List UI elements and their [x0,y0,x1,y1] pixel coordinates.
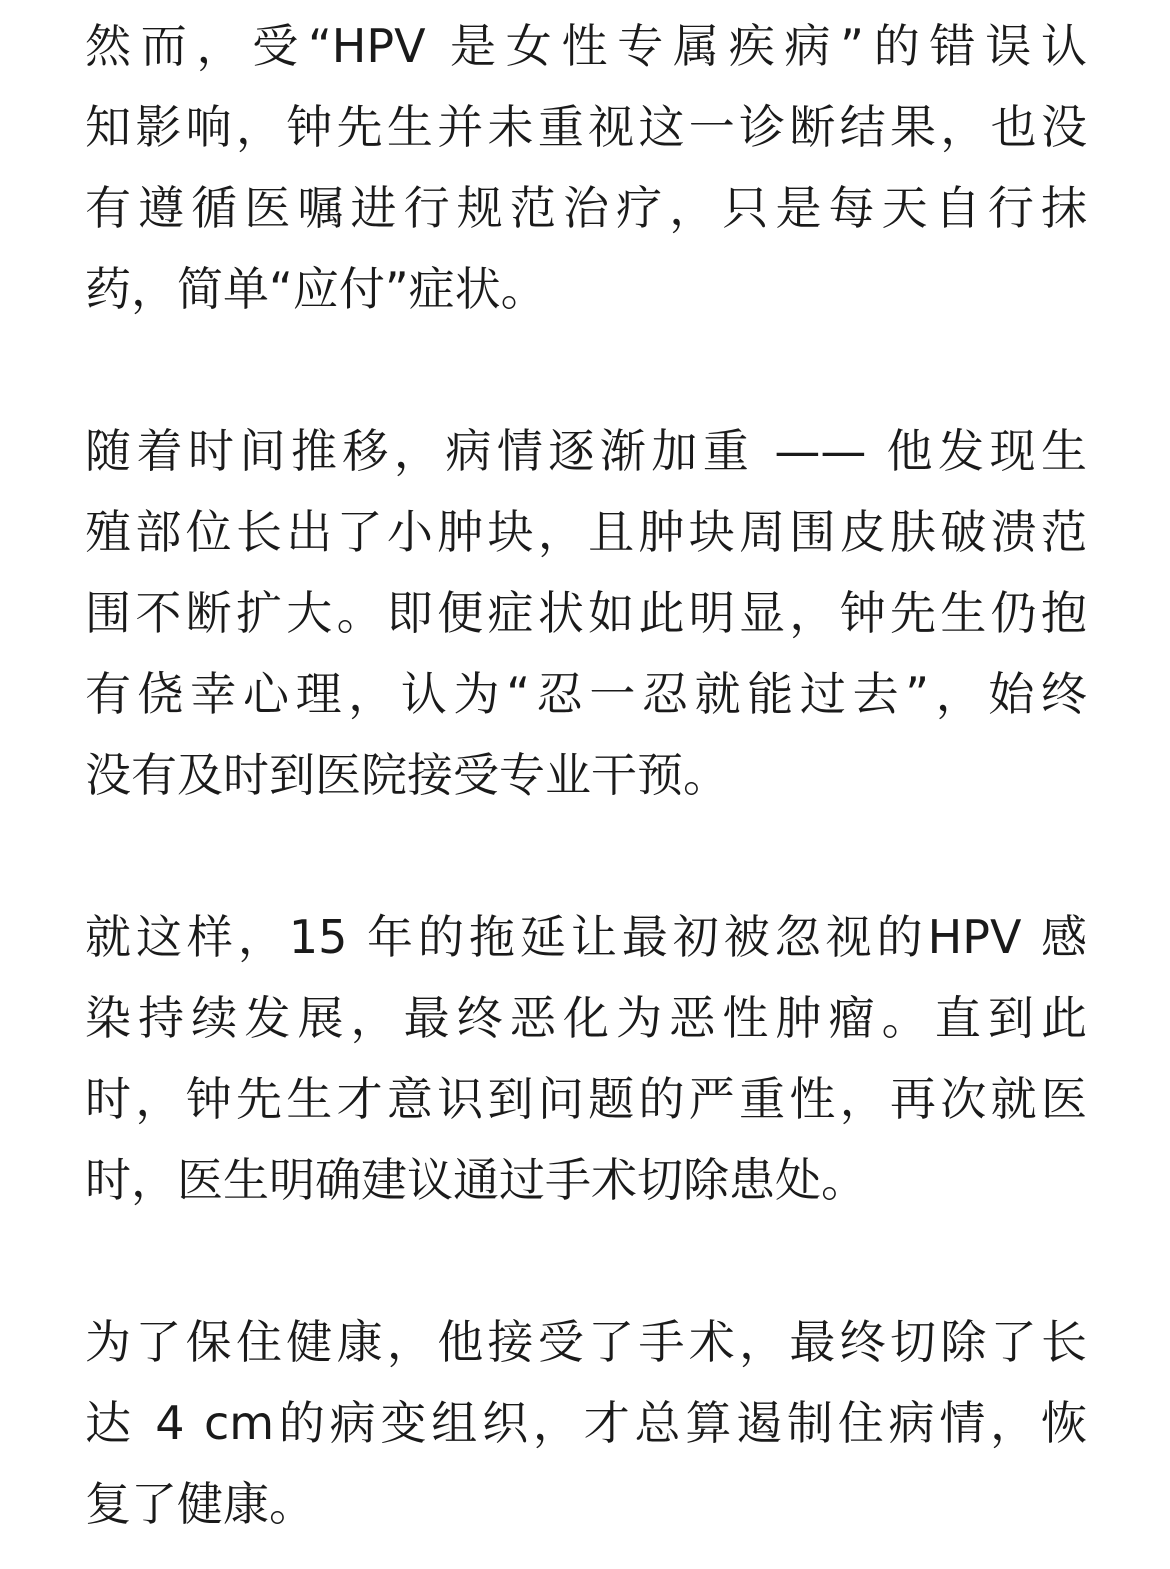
text-line: 知影响，钟先生并未重视这一诊断结果，也没 [85,100,1087,154]
text-line: 染持续发展，最终恶化为恶性肿瘤。直到此 [85,991,1087,1045]
text-line: 有遵循医嘱进行规范治疗，只是每天自行抹 [85,181,1087,235]
text-line: 为了保住健康，他接受了手术，最终切除了长 [85,1315,1087,1369]
article-body [85,6,1087,1545]
text-line: 复了健康。 [85,1477,315,1531]
text-line: 围不断扩大。即便症状如此明显，钟先生仍抱 [85,586,1087,640]
text-line: 就这样，15 年的拖延让最初被忽视的HPV 感 [85,910,1087,964]
text-line: 没有及时到医院接受专业干预。 [85,748,729,802]
paragraph-3 [85,897,1087,1221]
text-line: 有侥幸心理，认为“忍一忍就能过去”，始终 [85,667,1087,721]
paragraph-1 [85,6,1087,330]
paragraph-2 [85,411,1087,816]
paragraph-4 [85,1302,1087,1545]
text-line: 时，医生明确建议通过手术切除患处。 [85,1153,867,1207]
text-line: 药，简单“应付”症状。 [85,262,547,316]
text-line: 时，钟先生才意识到问题的严重性，再次就医 [85,1072,1087,1126]
text-line: 然而，受“HPV 是女性专属疾病”的错误认 [85,19,1087,73]
text-line: 殖部位长出了小肿块，且肿块周围皮肤破溃范 [85,505,1087,559]
text-line: 达 4 cm的病变组织，才总算遏制住病情，恢 [85,1396,1087,1450]
text-line: 随着时间推移，病情逐渐加重 —— 他发现生 [85,424,1087,478]
